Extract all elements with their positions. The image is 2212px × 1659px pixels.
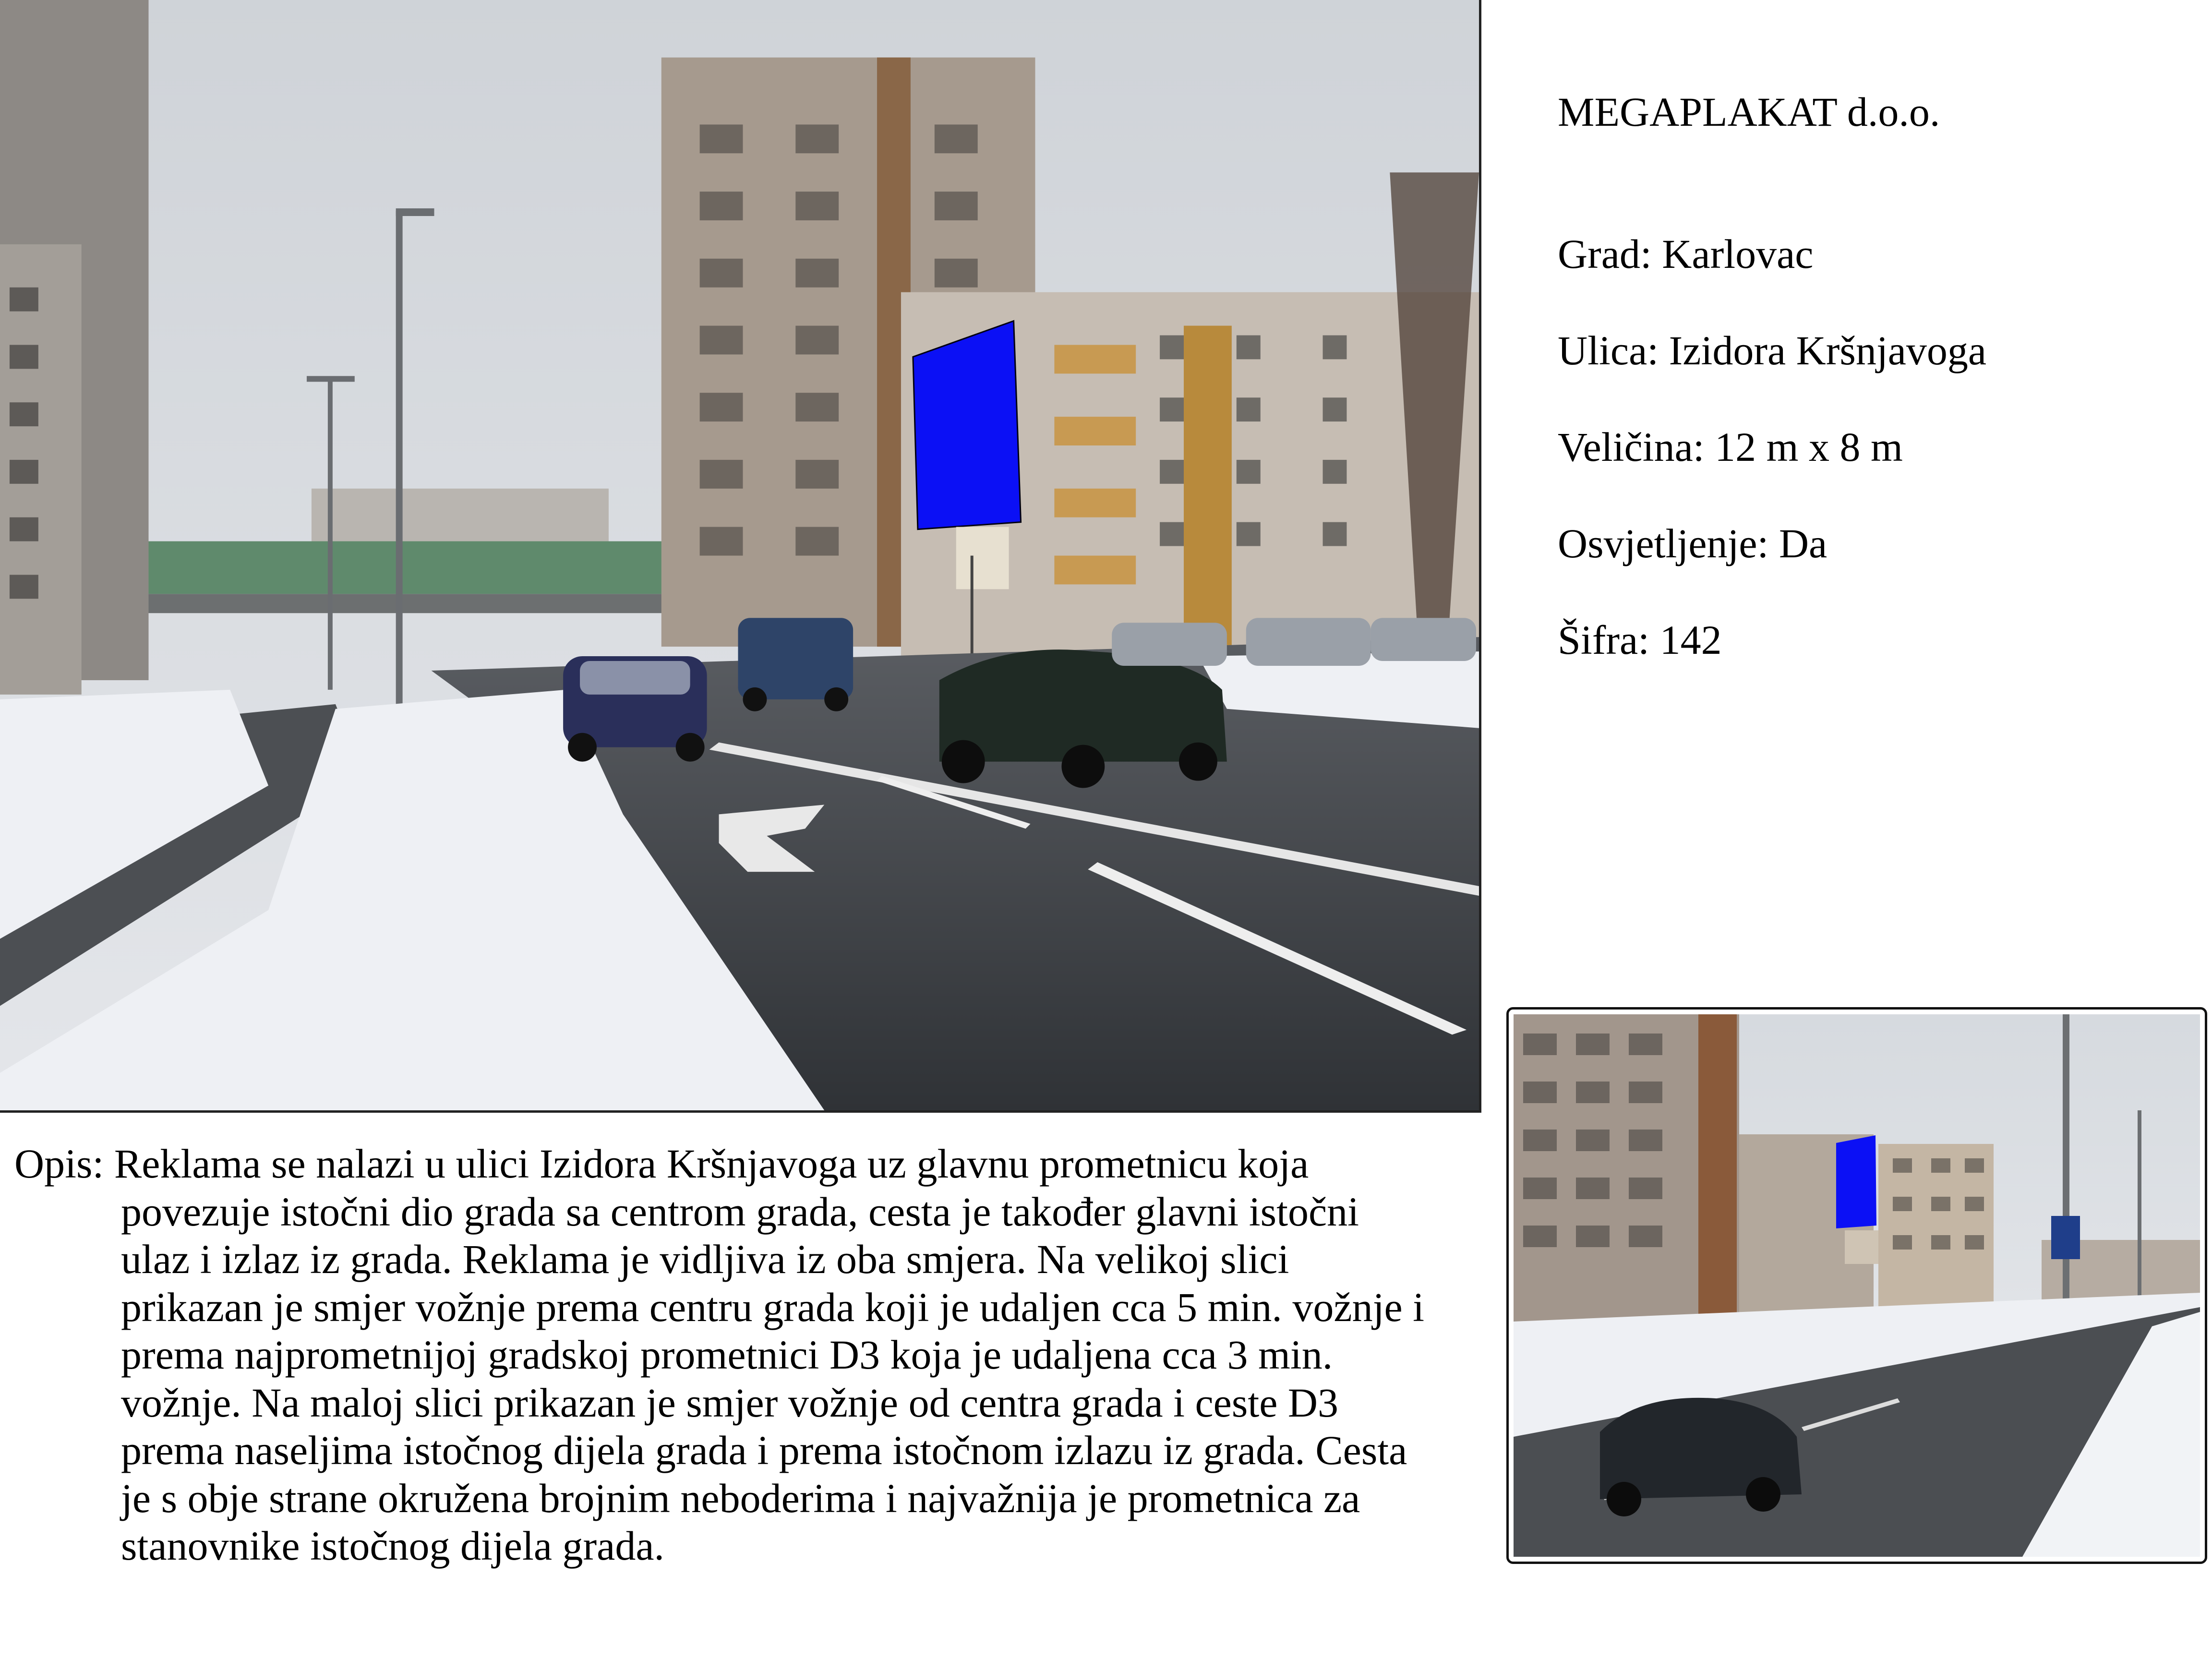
description-line: prema naseljima istočnog dijela grada i prema istočnom izlazu iz grada. Cesta <box>121 1427 1407 1473</box>
description-line: prema najprometnijoj gradskoj prometnici D3 koja je udaljena cca 3 min. <box>121 1332 1333 1378</box>
street-field: Ulica: Izidora Kršnjavoga <box>1558 327 1987 373</box>
bridge <box>144 541 681 594</box>
billboard-marker <box>913 321 1021 529</box>
traffic-sign <box>2051 1216 2080 1259</box>
small-street-scene <box>1514 1014 2200 1557</box>
city-field: Grad: Karlovac <box>1558 231 1814 277</box>
description-line: je s obje strane okružena brojnim neboderima i najvažnija je prometnica za <box>121 1475 1360 1521</box>
car-van <box>738 618 854 711</box>
car-dark-green <box>939 649 1227 788</box>
description <box>14 1140 1483 1570</box>
small-photo <box>1506 1007 2207 1564</box>
billboard-info <box>1558 91 2182 716</box>
street-light <box>396 211 403 709</box>
code-field: Šifra: 142 <box>1558 617 1722 663</box>
lighting-field: Osvjetljenje: Da <box>1558 520 1827 566</box>
size-field: Veličina: 12 m x 8 m <box>1558 424 1903 470</box>
car-blue <box>563 656 707 762</box>
parked-cars <box>1112 618 1476 666</box>
description-line: prikazan je smjer vožnje prema centru grada koji je udaljen cca 5 min. vožnje i <box>121 1284 1425 1330</box>
description-line: vožnje. Na maloj slici prikazan je smjer vožnje od centra grada i ceste D3 <box>121 1379 1338 1426</box>
billboard-marker-small <box>1836 1135 1876 1228</box>
description-line: povezuje istočni dio grada sa centrom grada, cesta je također glavni istočni <box>121 1188 1359 1235</box>
main-photo <box>0 0 1481 1113</box>
description-line: Opis: Reklama se nalazi u ulici Izidora Kršnjavoga uz glavnu prometnicu koja <box>14 1141 1309 1187</box>
main-street-scene <box>0 0 1479 1110</box>
company-name: MEGAPLAKAT d.o.o. <box>1558 89 1940 135</box>
description-line: ulaz i izlaz iz grada. Reklama je vidljiva iz oba smjera. Na velikoj slici <box>121 1236 1289 1282</box>
description-line: stanovnike istočnog dijela grada. <box>121 1523 665 1569</box>
